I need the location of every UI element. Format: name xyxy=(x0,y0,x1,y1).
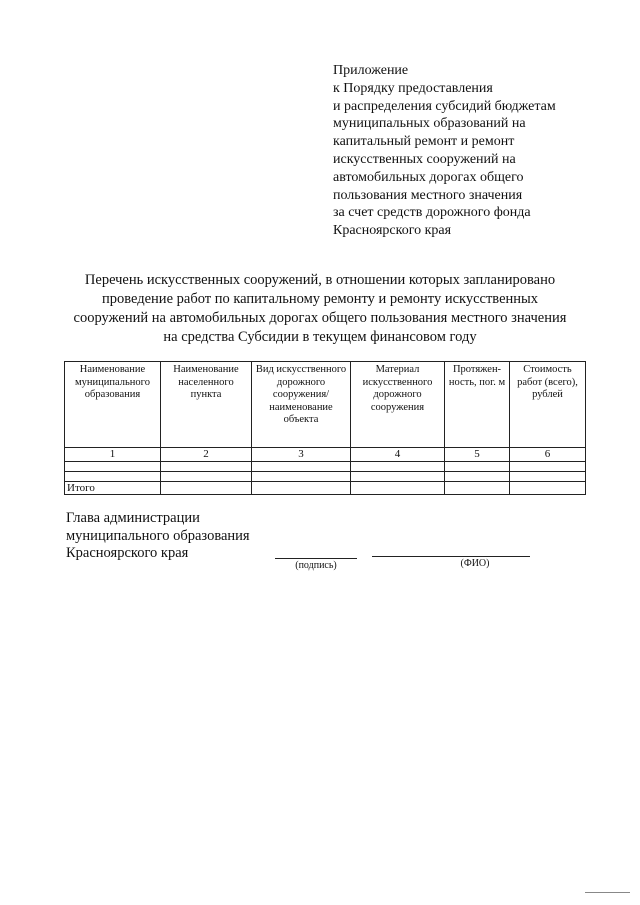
table-row xyxy=(65,461,586,471)
table-cell xyxy=(351,471,445,481)
header-material: Материал искусственного дорожного сооружения xyxy=(351,362,445,448)
header-settlement: Наименование населенного пункта xyxy=(161,362,252,448)
header-cost: Стоимость работ (всего), рублей xyxy=(510,362,586,448)
appendix-line: муниципальных образований на xyxy=(333,116,526,132)
column-number: 6 xyxy=(510,448,586,462)
title-line: Перечень искусственных сооружений, в отношении которых запланировано xyxy=(84,272,556,288)
signature-line: муниципального образования xyxy=(66,527,250,544)
title-line: проведение работ по капитальному ремонту и ремонту искусственных xyxy=(101,291,539,307)
appendix-line: автомобильных дорогах общего xyxy=(333,169,524,185)
table-cell xyxy=(510,461,586,471)
signature-caption: (подпись) xyxy=(295,560,337,571)
table-cell xyxy=(351,481,445,495)
table-header-row xyxy=(65,362,586,448)
column-number: 4 xyxy=(351,448,445,462)
structures-table xyxy=(64,361,586,495)
table-total-row xyxy=(65,481,586,495)
signature-underline xyxy=(275,558,357,559)
column-number: 3 xyxy=(252,448,351,462)
title-line: сооружений на автомобильных дорогах общего пользования местного значения xyxy=(73,310,567,326)
table-cell xyxy=(161,481,252,495)
table-cell xyxy=(351,461,445,471)
appendix-block xyxy=(333,62,633,240)
appendix-line: Красноярского края xyxy=(333,223,452,239)
appendix-line: капитальный ремонт и ремонт xyxy=(333,134,515,150)
table-cell xyxy=(252,471,351,481)
signature-line: Глава администрации xyxy=(66,510,200,526)
table-cell xyxy=(252,461,351,471)
table-cell xyxy=(65,471,161,481)
table-cell xyxy=(65,461,161,471)
appendix-line: пользования местного значения xyxy=(333,187,523,203)
appendix-line: Приложение xyxy=(333,63,409,78)
table-cell xyxy=(161,461,252,471)
signature-line: Красноярского края xyxy=(66,545,189,561)
header-structure-type: Вид искусственного дорожного сооружения/ наименование объекта xyxy=(252,362,351,448)
table-row xyxy=(65,471,586,481)
appendix-line: к Порядку предоставления xyxy=(333,80,493,96)
table-cell xyxy=(161,471,252,481)
appendix-line: и распределения субсидий бюджетам xyxy=(333,98,556,114)
total-label: Итого xyxy=(65,481,161,495)
document-title xyxy=(40,271,600,347)
table-cell xyxy=(445,471,510,481)
header-length: Протяжен-ность, пог. м xyxy=(445,362,510,448)
header-municipality: Наименование муниципального образования xyxy=(65,362,161,448)
table-cell xyxy=(445,481,510,495)
title-line: на средства Субсидии в текущем финансовом году xyxy=(163,329,477,345)
table-cell xyxy=(510,471,586,481)
appendix-line: за счет средств дорожного фонда xyxy=(333,205,531,221)
table-number-row xyxy=(65,448,586,462)
fio-underline xyxy=(372,556,530,557)
table-cell xyxy=(445,461,510,471)
table-cell xyxy=(252,481,351,495)
column-number: 5 xyxy=(445,448,510,462)
scan-mark xyxy=(585,892,630,893)
appendix-line: искусственных сооружений на xyxy=(333,151,516,167)
table-cell xyxy=(510,481,586,495)
column-number: 2 xyxy=(161,448,252,462)
signature-block xyxy=(66,510,250,563)
fio-caption: (ФИО) xyxy=(460,558,490,569)
column-number: 1 xyxy=(65,448,161,462)
